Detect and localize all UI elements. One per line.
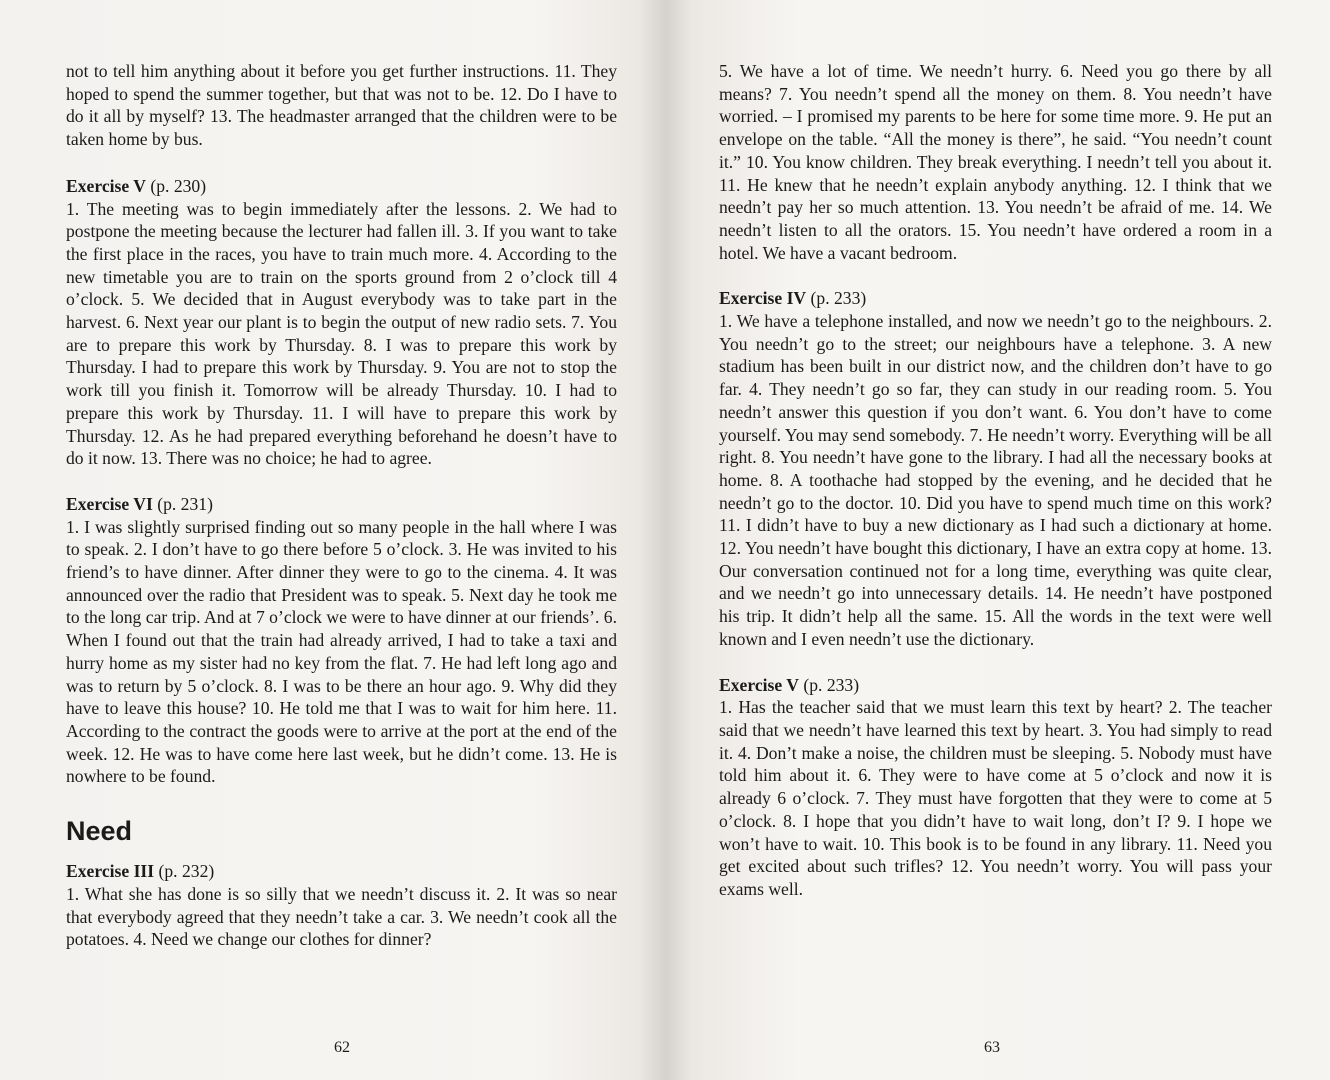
exercise-name: Exercise III [66, 861, 155, 882]
exercise-block [719, 287, 1272, 650]
exercise-page-ref: (p. 233) [810, 288, 867, 309]
exercise-text: 1. I was slightly surprised finding out so many people in the hall where I was to speak. 2. I don’t have to go there before 5 o’clock. 3. He was invited to his friend’s to have dinner. After dinner they were to go to the cinema. 4. It was announced over the radio that President was to speak. 5. Next day he took me to the long car trip. And at 7 o’clock we were to have dinner at our friends’. 6. When I found out that the train had already arrived, I had to take a taxi and hurry home as my sister had no key from the flat. 7. He had left long ago and was to return by 5 o’clock. 8. I was to be there an hour ago. 9. Why did they have to leave this house? 10. He told me that I was to wait for him here. 11. According to the contract the goods were to arrive at the port at the end of the week. 12. He was to have come here last week, but he didn’t come. 13. He is nowhere to be found. [66, 516, 617, 787]
page-number: 63 [984, 1039, 1000, 1056]
exercise-page-ref: (p. 231) [157, 493, 213, 514]
exercise-text: 1. Has the teacher said that we must learn this text by heart? 2. The teacher said that we needn’t have learned this text by heart. 3. You had simply to read it. 4. Don’t make a noise, the children must be sleeping. 5. Nobody must have told him about it. 6. They were to have come at 5 o’clock and now it is already 6 o’clock. 7. They must have forgotten that they were to come at 5 o’clock. 8. I hope that you didn’t have to wait long, don’t I? 9. I hope we won’t have to wait. 10. This book is to be found in any library. 11. Need you get excited about such trifles? 12. You needn’t worry. You will pass your exams well. [719, 697, 1272, 899]
exercise-page-ref: (p. 230) [150, 175, 207, 196]
exercise-heading [66, 493, 617, 516]
exercise-text: 1. The meeting was to begin immediately after the lessons. 2. We had to postpone the meeting because the lecturer had fallen ill. 3. If you want to take the first place in the races, you have to train much more. 4. According to the new timetable you are to train on the sports ground from 2 o’clock till 4 o’clock. 5. We decided that in August everybody was to take part in the harvest. 6. Next year our plant is to begin the output of new radio sets. 7. You are to prepare this work by Thursday. 8. I was to prepare this work by Thursday. I had to prepare this work by Thursday. 9. You are not to stop the work till you finish it. Tomorrow will be already Thursday. 10. I had to prepare this work by Thursday. 11. I will have to prepare this work by Thursday. 12. As he had prepared everything beforehand he doesn’t have to do it now. 13. There was no choice; he had to agree. [66, 198, 617, 469]
exercise-page-ref: (p. 232) [158, 861, 215, 882]
section-title: Need [66, 816, 133, 847]
exercise-heading [66, 860, 617, 883]
page-number: 62 [334, 1039, 350, 1056]
exercise-name: Exercise IV [719, 288, 807, 309]
exercise-text: 1. We have a telephone installed, and now we needn’t go to the neighbours. 2. You needn’t go to the street; our neighbours have a telephone. 3. A new stadium has been built in our district now, and the children don’t have to go far. 4. They needn’t go so far, they can study in our reading room. 5. You needn’t answer this question if you don’t want. 6. You don’t have to come yourself. You may send somebody. 7. He needn’t worry. Everything will be all right. 8. You needn’t have gone to the library. I had all the necessary books at home. 8. A toothache had stopped by the evening, and he decided that he needn’t go to the doctor. 10. Did you have to spend much time on this work? 11. I didn’t have to buy a new dictionary as I had such a dictionary at home. 12. You needn’t have bought this dictionary, I have an extra copy at home. 13. Our conversation continued not for a long time, everything was quite clear, and we needn’t go into unnecessary details. 14. He needn’t have postponed his trip. It didn’t help all the same. 15. All the words in the text were well known and I even needn’t use the dictionary. [719, 311, 1272, 649]
exercise-block [66, 493, 617, 788]
exercise-block [66, 175, 617, 470]
exercise-text: 1. What she has done is so silly that we needn’t discuss it. 2. It was so near that everybody agreed that they needn’t take a car. 3. We needn’t cook all the potatoes. 4. Need we change our clothes for dinner? [66, 883, 617, 950]
exercise-heading [66, 175, 617, 198]
right-intro-paragraph: 5. We have a lot of time. We needn’t hurry. 6. Need you go there by all means? 7. You needn’t spend all the money on them. 8. You needn’t have worried. – I promised my parents to be here for some time more. 9. He put an envelope on the table. “All the money is there”, he said. “You needn’t count it.” 10. You know children. They break everything. I needn’t tell you about it. 11. He knew that he needn’t explain anybody anything. 12. I think that we needn’t pay her so much attention. 13. You needn’t be afraid of me. 14. We needn’t listen to all the orators. 15. You needn’t have ordered a room in a hotel. We have a vacant bedroom. [719, 61, 1272, 263]
exercise-name: Exercise V [719, 674, 799, 695]
left-intro-paragraph: not to tell him anything about it before you get further instructions. 11. They hoped to spend the summer together, but that was not to be. 12. Do I have to do it all by myself? 13. The headmaster arranged that the children were to be taken home by bus. [66, 61, 617, 150]
left-page-content [66, 60, 617, 951]
exercise-block [719, 674, 1272, 901]
right-page [665, 0, 1330, 1080]
exercise-name: Exercise V [66, 175, 146, 196]
exercise-block [66, 860, 617, 951]
right-page-content [719, 60, 1272, 901]
exercise-name: Exercise VI [66, 493, 153, 514]
exercise-heading [719, 674, 1272, 697]
exercise-heading [719, 287, 1272, 310]
exercise-page-ref: (p. 233) [803, 674, 860, 695]
